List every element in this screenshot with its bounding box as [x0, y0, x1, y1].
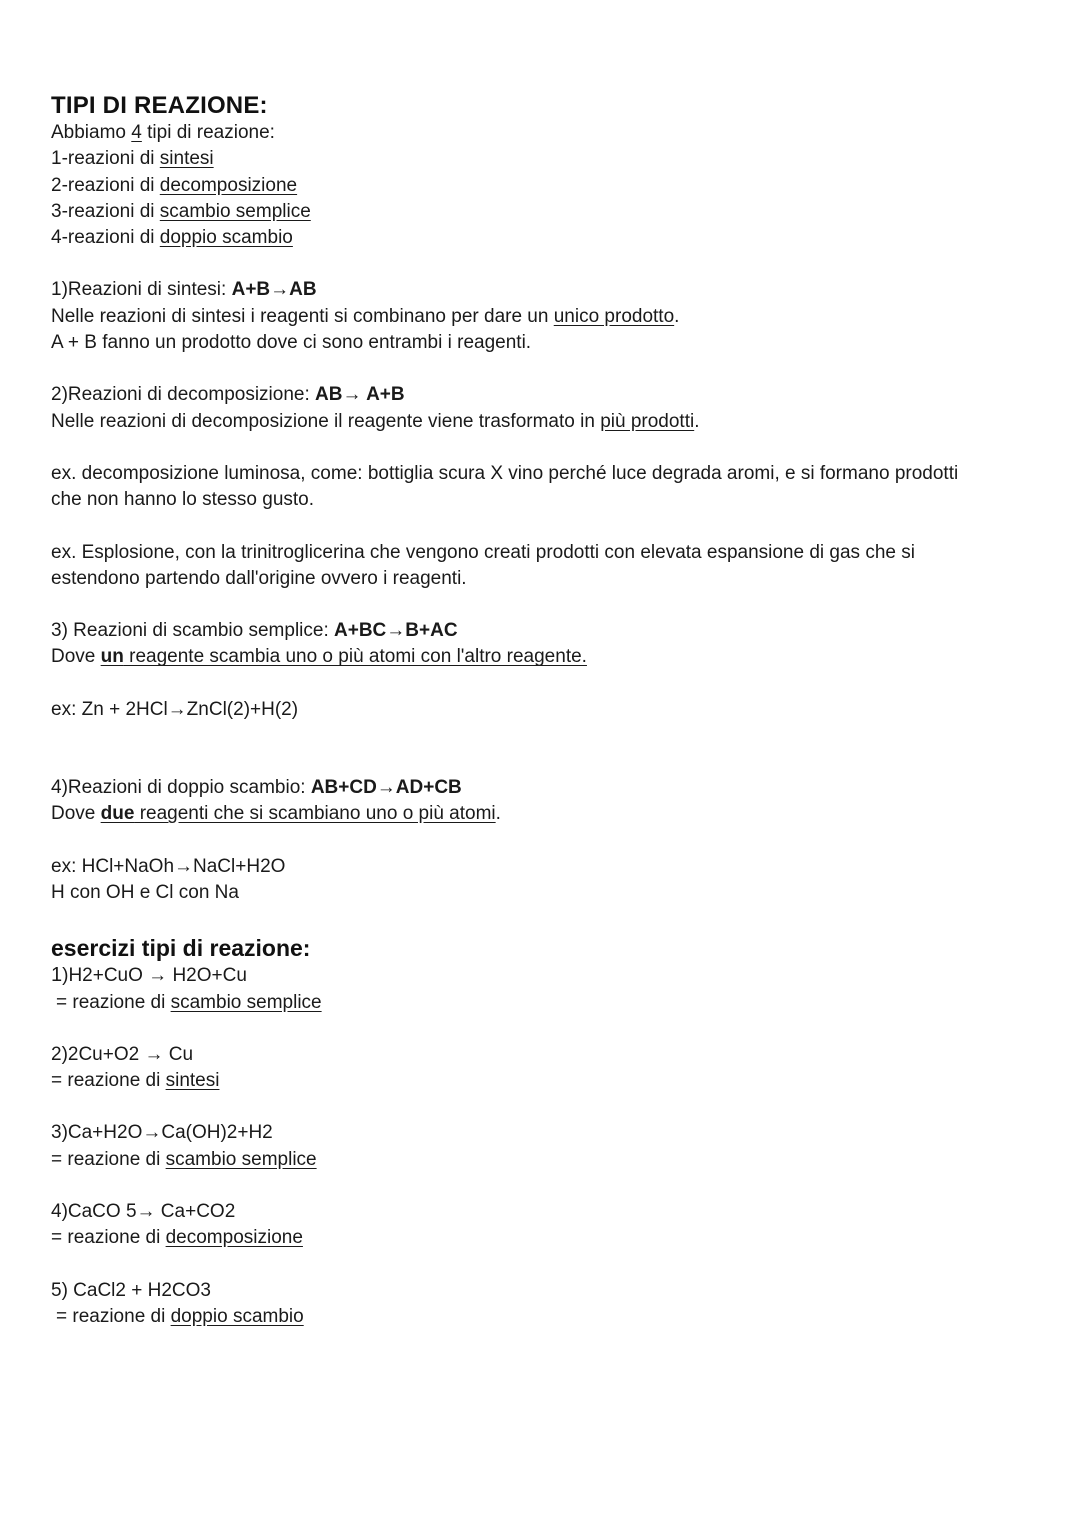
exercise-item: 3)Ca+H2O→Ca(OH)2+H2 = reazione di scambio semplice — [51, 1122, 317, 1170]
type-list-item: 3-reazioni di scambio semplice — [51, 200, 311, 222]
decomposizione-formula: AB→ A+B — [315, 384, 405, 406]
scambio-semplice-heading: 3) Reazioni di scambio semplice: A+BC→B+AC — [51, 620, 458, 642]
exercise-item: 5) CaCl2 + H2CO3 = reazione di doppio scambio — [51, 1279, 304, 1327]
esercizi-title: esercizi tipi di reazione: — [51, 935, 311, 962]
section-scambio-semplice — [51, 618, 1041, 723]
sintesi-note: A + B fanno un prodotto dove ci sono entrambi i reagenti. — [51, 332, 532, 354]
scambio-semplice-formula: A+BC→B+AC — [334, 620, 458, 642]
section-doppio-scambio — [51, 775, 1041, 906]
document-page — [51, 92, 1041, 1330]
sintesi-heading: 1)Reazioni di sintesi: A+B→AB — [51, 279, 317, 301]
type-list-item: 1-reazioni di sintesi — [51, 148, 214, 170]
decomposizione-example-2: ex. Esplosione, con la trinitroglicerina che vengono creati prodotti con elevata espansione di gas che si estendono partendo dall'origine ovvero i reagenti. — [51, 541, 915, 589]
decomposizione-example-1: ex. decomposizione luminosa, come: bottiglia scura X vino perché luce degrada aromi, e si formano prodotti che non hanno lo stesso gusto. — [51, 462, 959, 511]
page-title: TIPI DI REAZIONE: — [51, 92, 268, 119]
scambio-semplice-example: ex: Zn + 2HCl→ZnCl(2)+H(2) — [51, 698, 299, 720]
type-list-item: 2-reazioni di decomposizione — [51, 174, 298, 196]
doppio-scambio-formula: AB+CD→AD+CB — [310, 777, 462, 799]
section-esercizi — [51, 934, 1041, 1330]
section-decomposizione — [51, 382, 1041, 592]
intro-lead: Abbiamo 4 tipi di reazione: — [51, 122, 275, 143]
exercise-item: 1)H2+CuO → H2O+Cu = reazione di scambio semplice — [51, 964, 322, 1013]
type-list-item: 4-reazioni di doppio scambio — [51, 227, 293, 249]
intro-count: 4 — [131, 122, 142, 143]
doppio-scambio-heading: 4)Reazioni di doppio scambio: AB+CD→AD+CB — [51, 777, 462, 799]
exercise-item: 2)2Cu+O2 → Cu = reazione di sintesi — [51, 1043, 220, 1092]
sintesi-formula: A+B→AB — [231, 279, 317, 301]
doppio-scambio-description: Dove due reagenti che si scambiano uno o più atomi. — [51, 803, 501, 825]
section-sintesi — [51, 277, 1041, 356]
doppio-scambio-example: ex: HCl+NaOh→NaCl+H2O H con OH e Cl con Na — [51, 855, 286, 903]
sintesi-description: Nelle reazioni di sintesi i reagenti si combinano per dare un unico prodotto. — [51, 305, 680, 327]
exercise-item: 4)CaCO 5→ Ca+CO2 = reazione di decomposizione — [51, 1201, 303, 1249]
decomposizione-description: Nelle reazioni di decomposizione il reagente viene trasformato in più prodotti. — [51, 410, 700, 432]
decomposizione-heading: 2)Reazioni di decomposizione: AB→ A+B — [51, 384, 405, 406]
scambio-semplice-description: Dove un reagente scambia uno o più atomi con l'altro reagente. — [51, 646, 587, 668]
